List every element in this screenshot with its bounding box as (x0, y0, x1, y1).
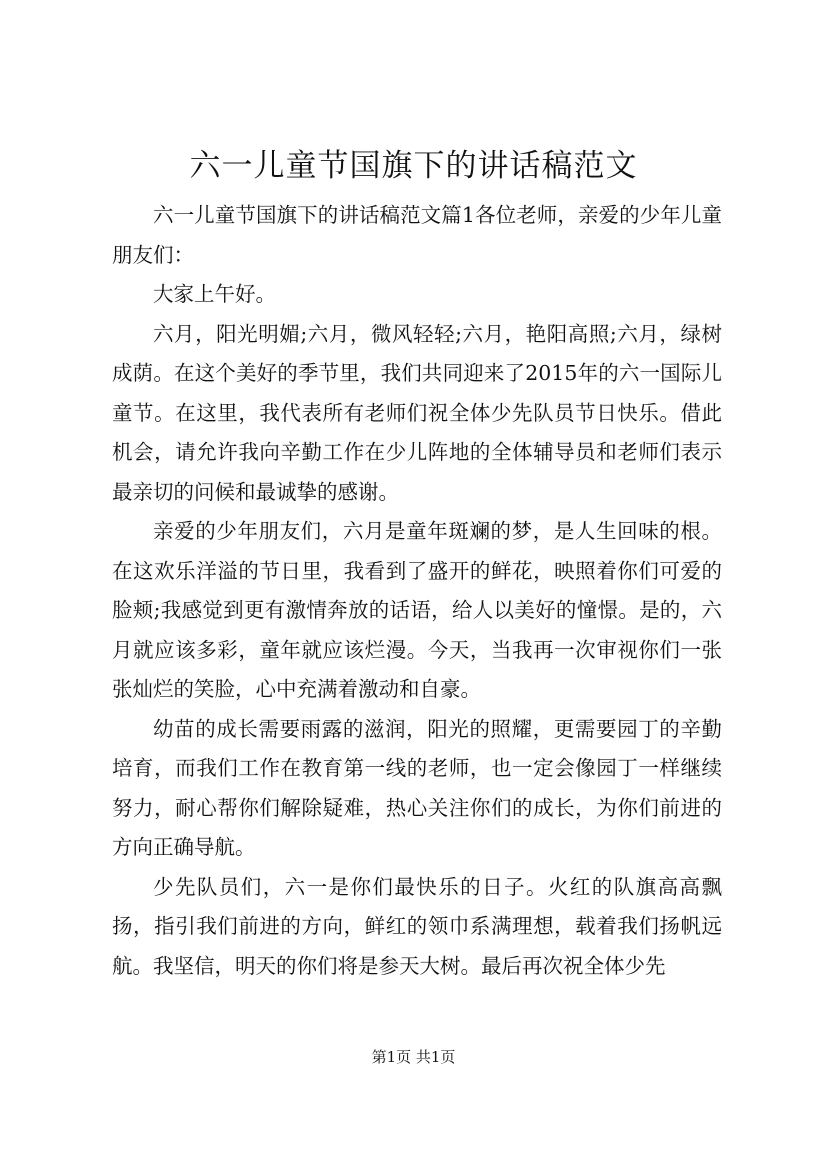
document-body (112, 196, 722, 986)
paragraph-friends: 亲爱的少年朋友们，六月是童年斑斓的梦，是人生回味的根。在这欢乐洋溢的节日里，我看到了盛开的鲜花，映照着你们可爱的脸颊;我感觉到更有激情奔放的话语，给人以美好的憧憬。是的，六月就应该多彩，童年就应该烂漫。今天，当我再一次审视你们一张张灿烂的笑脸，心中充满着激动和自豪。 (112, 519, 722, 701)
paragraph-seedlings: 幼苗的成长需要雨露的滋润，阳光的照耀，更需要园丁的辛勤培育，而我们工作在教育第一线的老师，也一定会像园丁一样继续努力，耐心帮你们解除疑难，热心关注你们的成长，为你们前进的方向正确导航。 (112, 716, 722, 859)
document-title: 六一儿童节国旗下的讲话稿范文 (189, 148, 638, 184)
paragraph-june: 六月，阳光明媚;六月，微风轻轻;六月，艳阳高照;六月，绿树成荫。在这个美好的季节里，我们共同迎来了2015年的六一国际儿童节。在这里，我代表所有老师们祝全体少先队员节日快乐。借此机会，请允许我向辛勤工作在少儿阵地的全体辅导员和老师们表示最亲切的问候和最诚挚的感谢。 (112, 321, 722, 504)
paragraph-greeting: 六一儿童节国旗下的讲话稿范文篇1各位老师，亲爱的少年儿童朋友们： (112, 203, 722, 267)
paragraph-good-morning: 大家上午好。 (153, 282, 276, 306)
page-footer: 第1页 共1页 (371, 1048, 456, 1066)
paragraph-pioneers: 少先队员们，六一是你们最快乐的日子。火红的队旗高高飘扬，指引我们前进的方向，鲜红的领巾系满理想，载着我们扬帆远航。我坚信，明天的你们将是参天大树。最后再次祝全体少先 (112, 874, 722, 978)
